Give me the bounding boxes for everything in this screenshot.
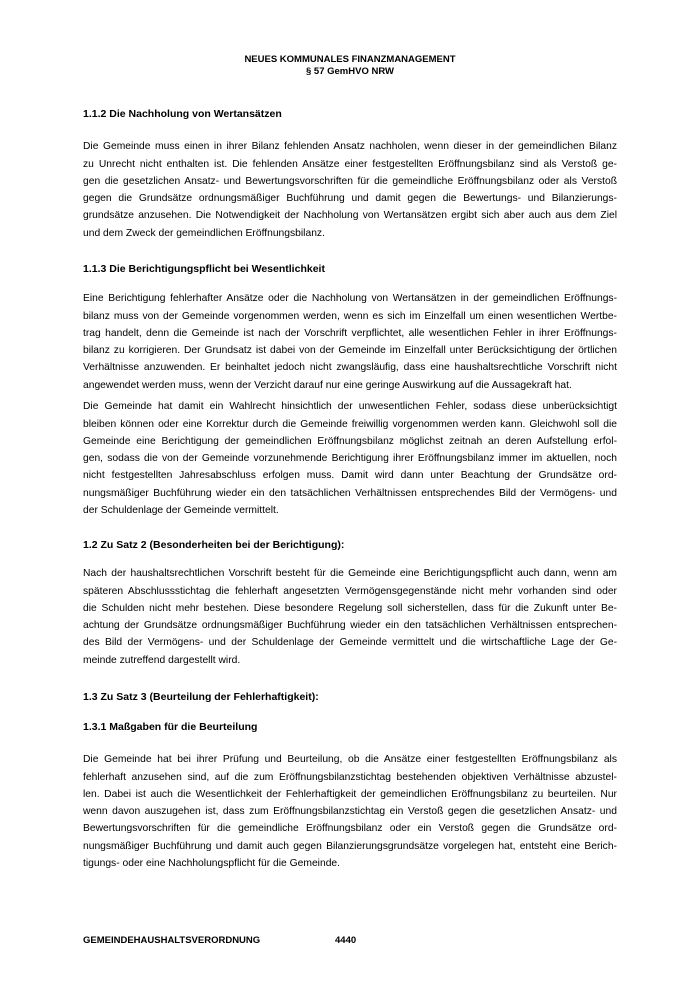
text-line: bilanz zu korrigieren. Der Grundsatz ist dabei von der Gemeinde im Einzelfall unter Berücksichtigung der örtlichen [83, 345, 617, 357]
text-line: Gemeinde eine Berichtigung der gemeindlichen Eröffnungsbilanz möglichst zeitnah an deren Aufstellung erfol- [83, 435, 617, 447]
paragraph [83, 751, 617, 872]
text-line: trag handelt, denn die Gemeinde ist nach der Vorschrift verpflichtet, alle wesentlichen Fehler in ihrer Eröffnungs- [83, 327, 617, 339]
section-heading-1-2: 1.2 Zu Satz 2 (Besonderheiten bei der Berichtigung): [83, 538, 345, 551]
text-line: nungsmäßiger Buchführung wieder ein den tatsächlichen Verhältnissen entsprechendes Bild der Vermögens- und [83, 487, 617, 499]
text-line: achtung der Grundsätze ordnungsmäßiger Buchführung wieder ein den tatsächlichen Verhältnissen entsprechen- [83, 620, 617, 632]
section-heading-1-1-2: 1.1.2 Die Nachholung von Wertansätzen [83, 107, 282, 120]
text-line: Verhältnisse anzuwenden. Er beinhaltet jedoch nicht zwangsläufig, dass eine haushaltsrechtliche Vorschrift nicht [83, 362, 617, 374]
text-line: zu Unrecht nicht enthalten ist. Die fehlenden Ansätze einer festgestellten Eröffnungsbilanz sind als Verstoß ge- [83, 158, 617, 170]
text-line: bilanz muss von der Gemeinde vorgenommen werden, wenn es sich im Einzelfall um einen wesentlichen Wertbe- [83, 310, 617, 322]
footer-label: GEMEINDEHAUSHALTSVERORDNUNG [83, 935, 261, 946]
text-line: bleiben können oder eine Korrektur durch die Gemeinde freiwillig vorgenommen werden kann. Gleichwohl soll die [83, 418, 617, 430]
text-line: grundsätze anzusehen. Die Notwendigkeit der Nachholung von Wertansätzen ergibt sich aber auch aus dem Ziel [83, 210, 617, 222]
text-line: wenn davon auszugehen ist, dass zum Eröffnungsbilanzstichtag ein Verstoß gegen die gesetzlichen Ansatz- und [83, 806, 617, 818]
text-line: und dem Zweck der gemeindlichen Eröffnungsbilanz. [83, 227, 325, 239]
text-line: die Schulden nicht mehr bestehen. Diese besondere Regelung soll sicherstellen, dass für die Zukunft unter Be- [83, 602, 617, 614]
text-line: tigungs- oder eine Nachholungspflicht für die Gemeinde. [83, 858, 341, 870]
paragraph [83, 138, 617, 242]
text-line: späteren Abschlussstichtag die fehlerhaft angesetzten Vermögensgegenstände nicht mehr vorhanden sind oder [83, 585, 617, 597]
text-line: Die Gemeinde hat damit ein Wahlrecht hinsichtlich der unwesentlichen Fehler, sodass diese unberücksichtigt [83, 401, 617, 413]
paragraph [83, 565, 617, 669]
document-header [0, 54, 700, 79]
section-heading-1-1-3: 1.1.3 Die Berichtigungspflicht bei Wesentlichkeit [83, 262, 325, 275]
section-heading-1-3-1: 1.3.1 Maßgaben für die Beurteilung [83, 720, 258, 733]
header-title: NEUES KOMMUNALES FINANZMANAGEMENT [244, 54, 456, 65]
text-line: len. Dabei ist auch die Wesentlichkeit der Fehlerhaftigkeit der gemeindlichen Eröffnungsbilanz zu beurteilen. Nur [83, 788, 617, 800]
document-footer [83, 935, 617, 947]
text-line: angewendet werden muss, wenn der Verzicht darauf nur eine geringe Auswirkung auf die Aussagekraft hat. [83, 379, 572, 391]
text-line: der Schuldenlage der Gemeinde vermittelt. [83, 505, 279, 517]
text-line: Bewertungsvorschriften für die gemeindliche Eröffnungsbilanz oder ein Verstoß gegen die Grundsätze ord- [83, 823, 617, 835]
text-line: Die Gemeinde hat bei ihrer Prüfung und Beurteilung, ob die Ansätze einer festgestellten Eröffnungsbilanz als [83, 754, 617, 766]
text-line: fehlerhaft anzusehen sind, auf die zum Eröffnungsbilanzstichtag bestehenden objektiven Verhältnisse abzustel- [83, 771, 617, 783]
text-line: gegen die Grundsätze ordnungsmäßiger Buchführung und damit gegen die Bewertungs- und Bilanzierungs- [83, 193, 617, 205]
footer-page-number: 4440 [335, 935, 357, 946]
text-line: gen, sodass die von der Gemeinde vorzunehmende Berichtigung ihrer Eröffnungsbilanz immer im aktuellen, noch [83, 453, 617, 465]
text-line: Eine Berichtigung fehlerhafter Ansätze oder die Nachholung von Wertansätzen in der gemeindlichen Eröffnungs- [83, 293, 617, 305]
section-heading-1-3: 1.3 Zu Satz 3 (Beurteilung der Fehlerhaftigkeit): [83, 690, 319, 703]
header-subtitle: § 57 GemHVO NRW [306, 66, 394, 78]
text-line: Nach der haushaltsrechtlichen Vorschrift besteht für die Gemeinde eine Berichtigungspflicht auch dann, wenn am [83, 568, 617, 580]
paragraph [83, 398, 617, 519]
text-line: des Bild der Vermögens- und der Schuldenlage der Gemeinde vermittelt und die wirtschaftliche Lage der Ge- [83, 637, 617, 649]
paragraph [83, 290, 617, 394]
text-line: Die Gemeinde muss einen in ihrer Bilanz fehlenden Ansatz nachholen, wenn dieser in der gemeindlichen Bilanz [83, 141, 617, 153]
text-line: meinde zutreffend dargestellt wird. [83, 654, 241, 666]
text-line: nungsmäßiger Buchführung und damit auch gegen Bilanzierungsgrundsätze vorgelegen hat, entsteht eine Berich- [83, 840, 617, 852]
text-line: nicht festgestellten Jahresabschluss erfolgen muss. Damit wird dann unter Beachtung der Grundsätze ord- [83, 470, 617, 482]
text-line: gen die gesetzlichen Ansatz- und Bewertungsvorschriften für die gemeindliche Eröffnungsbilanz oder als Verstoß [83, 175, 617, 187]
